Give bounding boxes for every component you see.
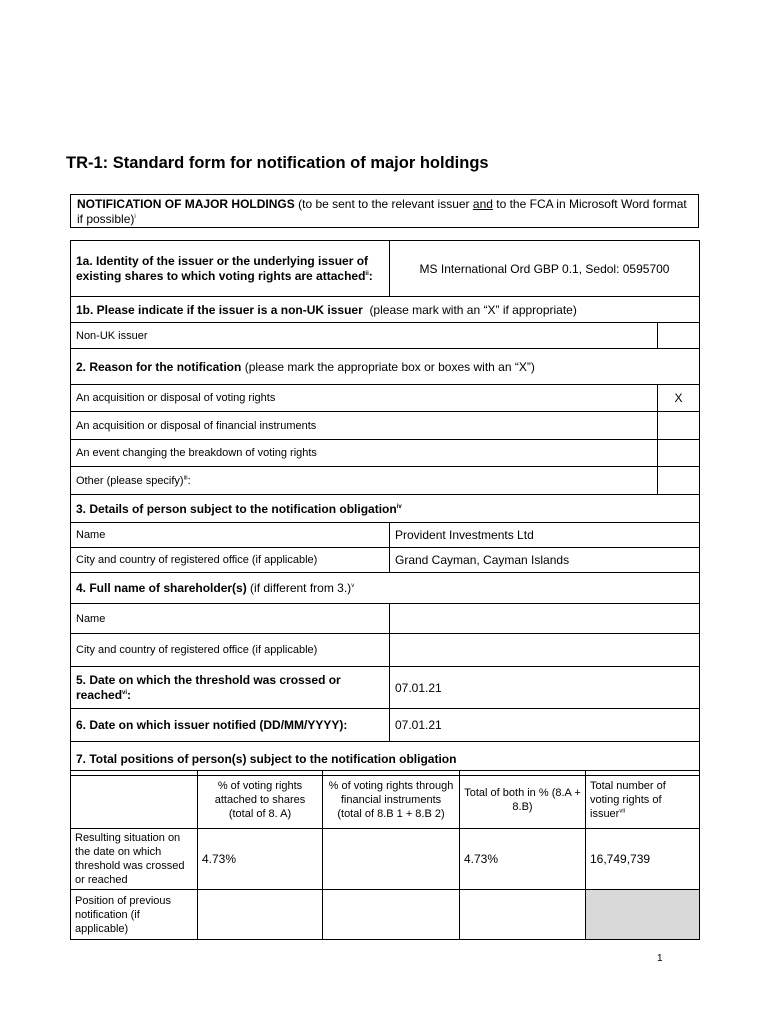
total-positions-table bbox=[70, 770, 700, 940]
shareholder-name-label: Name bbox=[71, 604, 390, 634]
reason-other-checkbox[interactable] bbox=[658, 467, 700, 495]
non-uk-issuer-checkbox[interactable] bbox=[658, 323, 700, 349]
issuer-notified-date-label: 6. Date on which issuer notified (DD/MM/YYYY): bbox=[71, 709, 390, 742]
person-name-field[interactable]: Provident Investments Ltd bbox=[390, 523, 700, 548]
threshold-date-field[interactable]: 07.01.21 bbox=[390, 667, 700, 709]
person-city-label: City and country of registered office (if applicable) bbox=[71, 548, 390, 573]
previous-shares-percent[interactable] bbox=[198, 890, 323, 940]
header-total-voting-rights: Total number of voting rights of issuer$^{vii}$ bbox=[586, 771, 700, 829]
page-title: TR-1: Standard form for notification of major holdings bbox=[66, 154, 489, 172]
resulting-total-voting-rights[interactable]: 16,749,739 bbox=[586, 829, 700, 890]
header-voting-rights-instruments: % of voting rights through financial instruments (total of 8.B 1 + 8.B 2) bbox=[323, 771, 460, 829]
header-total-percent: Total of both in % (8.A + 8.B) bbox=[460, 771, 586, 829]
resulting-instruments-percent[interactable] bbox=[323, 829, 460, 890]
section-4-heading: 4. Full name of shareholder(s) (if different from 3.)$^v$ bbox=[71, 573, 700, 604]
reason-breakdown-checkbox[interactable] bbox=[658, 440, 700, 467]
previous-instruments-percent[interactable] bbox=[323, 890, 460, 940]
positions-header-blank bbox=[71, 771, 198, 829]
section-1b-heading: 1b. Please indicate if the issuer is a non-UK issuer (please mark with an “X” if appropriate) bbox=[71, 297, 700, 323]
issuer-identity-field[interactable]: MS International Ord GBP 0.1, Sedol: 0595700 bbox=[390, 241, 700, 297]
section-2-heading: 2. Reason for the notification (please mark the appropriate box or boxes with an “X”) bbox=[71, 349, 700, 385]
non-uk-issuer-label: Non-UK issuer bbox=[71, 323, 658, 349]
resulting-total-percent[interactable]: 4.73% bbox=[460, 829, 586, 890]
reason-financial-instruments-checkbox[interactable] bbox=[658, 412, 700, 440]
notification-header bbox=[70, 194, 699, 228]
notice-heading: NOTIFICATION OF MAJOR HOLDINGS bbox=[77, 197, 295, 211]
previous-total-percent[interactable] bbox=[460, 890, 586, 940]
shareholder-name-field[interactable] bbox=[390, 604, 700, 634]
header-voting-rights-shares: % of voting rights attached to shares (total of 8. A) bbox=[198, 771, 323, 829]
footnote-marker: i bbox=[134, 214, 136, 220]
page-number: 1 bbox=[657, 953, 663, 964]
reason-other-label: Other (please specify)$^{iii}$: bbox=[71, 467, 658, 495]
notice-text-post: to the FCA in Microsoft Word format if possible) bbox=[77, 197, 687, 226]
threshold-date-label: 5. Date on which the threshold was crossed or reached$^{vi}$: bbox=[71, 667, 390, 709]
shareholder-city-label: City and country of registered office (if applicable) bbox=[71, 634, 390, 667]
shareholder-city-field[interactable] bbox=[390, 634, 700, 667]
person-city-field[interactable]: Grand Cayman, Cayman Islands bbox=[390, 548, 700, 573]
notice-text-underlined: and bbox=[472, 197, 493, 211]
reason-voting-rights-label: An acquisition or disposal of voting rights bbox=[71, 385, 658, 412]
notice-text-pre: (to be sent to the relevant issuer bbox=[294, 197, 473, 211]
section-3-heading: 3. Details of person subject to the notification obligation$^{iv}$ bbox=[71, 495, 700, 523]
section-7-heading: 7. Total positions of person(s) subject to the notification obligation bbox=[71, 742, 700, 776]
resulting-shares-percent[interactable]: 4.73% bbox=[198, 829, 323, 890]
notification-form bbox=[70, 240, 700, 776]
reason-breakdown-label: An event changing the breakdown of voting rights bbox=[71, 440, 658, 467]
person-name-label: Name bbox=[71, 523, 390, 548]
issuer-notified-date-field[interactable]: 07.01.21 bbox=[390, 709, 700, 742]
resulting-situation-label: Resulting situation on the date on which threshold was crossed or reached bbox=[71, 829, 198, 890]
reason-financial-instruments-label: An acquisition or disposal of financial instruments bbox=[71, 412, 658, 440]
previous-position-label: Position of previous notification (if applicable) bbox=[71, 890, 198, 940]
reason-voting-rights-checkbox[interactable]: X bbox=[658, 385, 700, 412]
issuer-identity-label: 1a. Identity of the issuer or the underlying issuer of existing shares to which voting rights are attached$^{ii}$: bbox=[71, 241, 390, 297]
previous-total-voting-rights bbox=[586, 890, 700, 940]
